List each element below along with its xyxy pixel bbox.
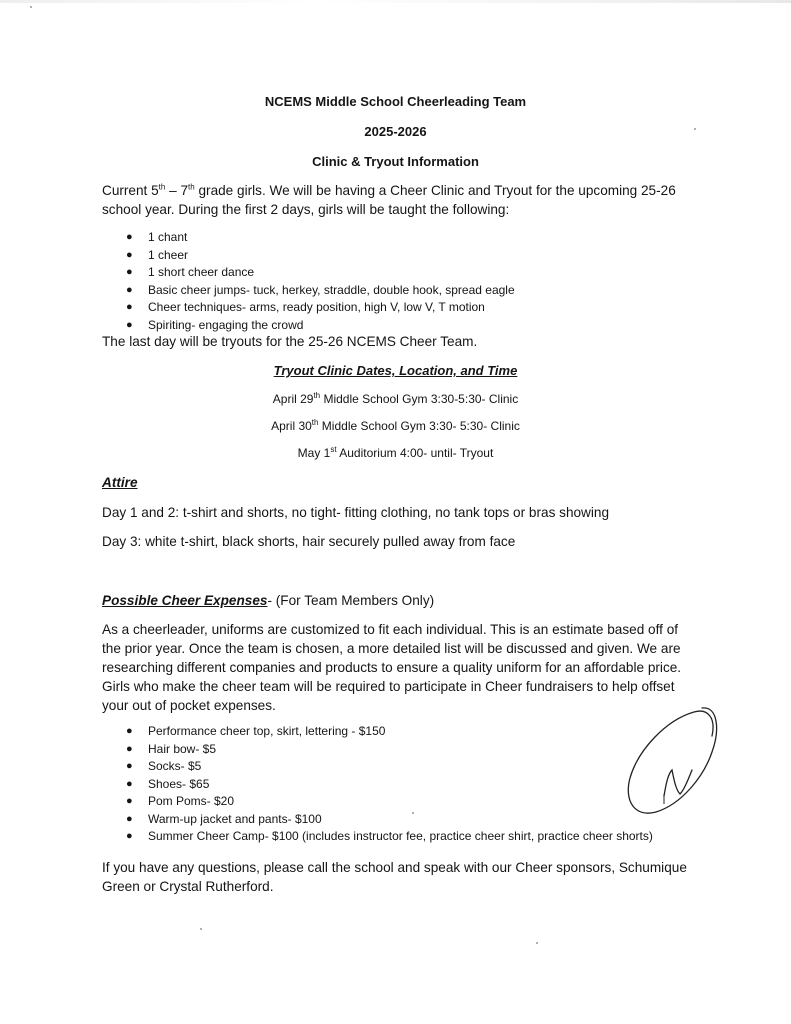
scan-speck xyxy=(200,928,202,930)
list-item: ● 1 chant xyxy=(126,230,188,244)
list-item: ● Spiriting- engaging the crowd xyxy=(126,317,304,332)
attire-heading: Attire xyxy=(102,475,138,490)
list-item: ● Performance cheer top, skirt, lettering - $150 xyxy=(126,724,386,738)
scan-edge xyxy=(0,0,791,3)
attire-day12: Day 1 and 2: t-shirt and shorts, no tight- fitting clothing, no tank tops or bras showing xyxy=(102,505,610,520)
list-item: ● 1 cheer xyxy=(126,247,189,262)
expenses-list xyxy=(126,723,653,846)
document-org-title: NCEMS Middle School Cheerleading Team xyxy=(264,94,527,109)
list-item: ● Socks- $5 xyxy=(126,759,202,773)
expenses-heading: Possible Cheer Expenses xyxy=(102,593,268,608)
attire-day3: Day 3: white t-shirt, black shorts, hair securely pulled away from face xyxy=(102,534,516,549)
clinic-date-1: April 29th Middle School Gym 3:30-5:30- Clinic xyxy=(272,391,519,406)
expenses-note: - (For Team Members Only) xyxy=(267,593,435,608)
list-item: ● Basic cheer jumps- tuck, herkey, straddle, double hook, spread eagle xyxy=(126,282,515,297)
list-item: ● Warm-up jacket and pants- $100 xyxy=(126,811,322,826)
expenses-heading-line xyxy=(102,591,702,610)
list-item: ● Summer Cheer Camp- $100 (includes instructor fee, practice cheer shirt, practice cheer shorts) xyxy=(126,829,653,843)
handwritten-signature xyxy=(620,700,730,820)
intro-paragraph: Current 5th – 7th grade girls. We will be having a Cheer Clinic and Tryout for the upcoming 25-26 school year. During the first 2 days, girls will be taught the following: xyxy=(102,182,676,217)
clinic-date-2: April 30th Middle School Gym 3:30- 5:30- Clinic xyxy=(271,418,520,433)
list-item: ● Pom Poms- $20 xyxy=(126,794,235,808)
list-item: ● Shoes- $65 xyxy=(126,776,210,791)
closing-paragraph: If you have any questions, please call the school and speak with our Cheer sponsors, Schumique Green or Crystal Rutherford. xyxy=(102,860,687,894)
scan-speck xyxy=(694,128,696,130)
list-item: ● 1 short cheer dance xyxy=(126,265,255,279)
list-item: ● Hair bow- $5 xyxy=(126,741,217,756)
clinic-date-3: May 1st Auditorium 4:00- until- Tryout xyxy=(297,445,494,460)
document-year: 2025-2026 xyxy=(364,124,427,139)
scan-speck xyxy=(412,812,414,814)
clinic-heading: Tryout Clinic Dates, Location, and Time xyxy=(273,363,518,378)
scan-speck xyxy=(30,6,32,8)
list-item: ● Cheer techniques- arms, ready position, high V, low V, T motion xyxy=(126,300,485,314)
document-subtitle: Clinic & Tryout Information xyxy=(312,154,479,169)
last-day-text: The last day will be tryouts for the 25-26 NCEMS Cheer Team. xyxy=(102,334,478,349)
scan-speck xyxy=(536,942,538,944)
expenses-paragraph: As a cheerleader, uniforms are customized to fit each individual. This is an estimate based off of the prior year. Once the team is chosen, a more detailed list will be discussed and given. We are researching different companies and products to ensure a quality uniform for an affordable price. Girls who make the cheer team will be required to participate in Cheer fundraisers to help offset your out of pocket expenses. xyxy=(102,622,682,713)
skills-list xyxy=(126,229,515,334)
